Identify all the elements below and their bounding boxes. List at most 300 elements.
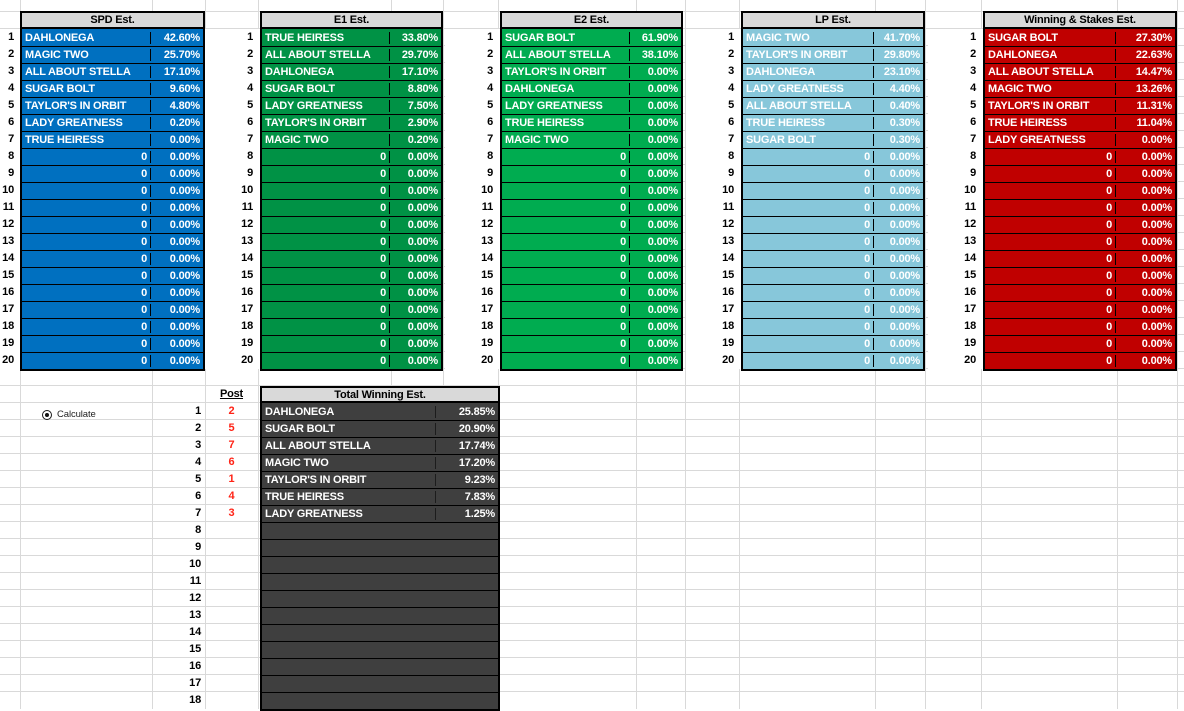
cell-percent[interactable]: 0.20%: [389, 134, 441, 146]
cell-horse-name[interactable]: 0: [1106, 202, 1112, 214]
cell-horse-name[interactable]: LADY GREATNESS: [505, 100, 603, 112]
cell-horse-name[interactable]: TRUE HEIRESS: [265, 491, 344, 503]
cell-percent[interactable]: 0.00%: [873, 219, 923, 231]
cell-horse-name[interactable]: 0: [620, 270, 626, 282]
cell-percent[interactable]: 11.04%: [1115, 117, 1175, 129]
post-number-cell[interactable]: 4: [228, 490, 235, 502]
cell-horse-name[interactable]: LADY GREATNESS: [265, 508, 363, 520]
cell-percent[interactable]: 0.00%: [873, 270, 923, 282]
cell-horse-name[interactable]: 0: [620, 185, 626, 197]
cell-percent[interactable]: 0.20%: [150, 117, 203, 129]
cell-percent[interactable]: 0.00%: [150, 168, 203, 180]
cell-percent[interactable]: 0.00%: [389, 236, 441, 248]
cell-percent[interactable]: 1.25%: [435, 508, 498, 520]
cell-percent[interactable]: 0.00%: [389, 253, 441, 265]
post-number-cell[interactable]: 2: [228, 405, 235, 417]
cell-horse-name[interactable]: 0: [620, 151, 626, 163]
row-index-cell[interactable]: 6: [728, 116, 734, 128]
cell-horse-name[interactable]: 0: [620, 355, 626, 367]
cell-horse-name[interactable]: TAYLOR'S IN ORBIT: [746, 49, 848, 61]
row-index-cell[interactable]: 14: [964, 252, 976, 264]
cell-percent[interactable]: 23.10%: [873, 66, 923, 78]
row-index-cell[interactable]: 9: [487, 167, 493, 179]
cell-percent[interactable]: 25.70%: [150, 49, 203, 61]
cell-percent[interactable]: 0.00%: [150, 304, 203, 316]
cell-horse-name[interactable]: 0: [380, 185, 386, 197]
cell-percent[interactable]: 0.00%: [1115, 338, 1175, 350]
row-index-cell[interactable]: 19: [964, 337, 976, 349]
row-index-cell[interactable]: 2: [247, 48, 253, 60]
row-index-cell[interactable]: 13: [189, 609, 201, 621]
cell-horse-name[interactable]: 0: [380, 219, 386, 231]
cell-horse-name[interactable]: 0: [864, 253, 870, 265]
cell-horse-name[interactable]: TRUE HEIRESS: [746, 117, 825, 129]
cell-percent[interactable]: 17.20%: [435, 457, 498, 469]
post-number-cell[interactable]: 5: [228, 422, 235, 434]
cell-horse-name[interactable]: 0: [864, 270, 870, 282]
cell-horse-name[interactable]: 0: [1106, 185, 1112, 197]
cell-percent[interactable]: 0.00%: [389, 202, 441, 214]
cell-horse-name[interactable]: SUGAR BOLT: [25, 83, 95, 95]
cell-horse-name[interactable]: ALL ABOUT STELLA: [988, 66, 1094, 78]
cell-horse-name[interactable]: LADY GREATNESS: [25, 117, 123, 129]
row-index-cell[interactable]: 14: [241, 252, 253, 264]
cell-horse-name[interactable]: 0: [380, 355, 386, 367]
cell-percent[interactable]: 0.00%: [629, 270, 681, 282]
row-index-cell[interactable]: 7: [8, 133, 14, 145]
row-index-cell[interactable]: 1: [8, 31, 14, 43]
cell-percent[interactable]: 0.00%: [873, 253, 923, 265]
cell-horse-name[interactable]: 0: [1106, 168, 1112, 180]
cell-percent[interactable]: 0.00%: [150, 202, 203, 214]
cell-percent[interactable]: 42.60%: [150, 32, 203, 44]
row-index-cell[interactable]: 2: [728, 48, 734, 60]
cell-percent[interactable]: 0.00%: [389, 185, 441, 197]
cell-percent[interactable]: 0.00%: [629, 185, 681, 197]
row-index-cell[interactable]: 20: [241, 354, 253, 366]
cell-percent[interactable]: 9.23%: [435, 474, 498, 486]
cell-horse-name[interactable]: MAGIC TWO: [265, 457, 329, 469]
row-index-cell[interactable]: 11: [481, 201, 493, 213]
row-index-cell[interactable]: 17: [189, 677, 201, 689]
cell-percent[interactable]: 17.74%: [435, 440, 498, 452]
row-index-cell[interactable]: 16: [481, 286, 493, 298]
row-index-cell[interactable]: 18: [2, 320, 14, 332]
calculate-control[interactable]: [42, 409, 96, 420]
row-index-cell[interactable]: 13: [964, 235, 976, 247]
row-index-cell[interactable]: 1: [487, 31, 493, 43]
row-index-cell[interactable]: 15: [722, 269, 734, 281]
row-index-cell[interactable]: 4: [728, 82, 734, 94]
row-index-cell[interactable]: 12: [481, 218, 493, 230]
total-winning-header-cell[interactable]: Total Winning Est.: [260, 386, 500, 403]
cell-percent[interactable]: 22.63%: [1115, 49, 1175, 61]
cell-percent[interactable]: 0.00%: [629, 304, 681, 316]
row-index-cell[interactable]: 11: [2, 201, 14, 213]
cell-horse-name[interactable]: 0: [620, 202, 626, 214]
cell-horse-name[interactable]: LADY GREATNESS: [988, 134, 1086, 146]
cell-percent[interactable]: 0.00%: [873, 304, 923, 316]
cell-horse-name[interactable]: 0: [380, 236, 386, 248]
cell-percent[interactable]: 0.00%: [873, 185, 923, 197]
cell-percent[interactable]: 27.30%: [1115, 32, 1175, 44]
cell-horse-name[interactable]: 0: [1106, 304, 1112, 316]
cell-horse-name[interactable]: MAGIC TWO: [746, 31, 810, 44]
row-index-cell[interactable]: 15: [189, 643, 201, 655]
cell-percent[interactable]: 0.00%: [150, 151, 203, 163]
cell-horse-name[interactable]: TAYLOR'S IN ORBIT: [265, 474, 367, 486]
cell-percent[interactable]: 13.26%: [1115, 83, 1175, 95]
cell-percent[interactable]: 25.85%: [435, 406, 498, 418]
row-index-cell[interactable]: 8: [970, 150, 976, 162]
row-index-cell[interactable]: 3: [970, 65, 976, 77]
cell-percent[interactable]: 41.70%: [873, 32, 923, 44]
cell-horse-name[interactable]: 0: [620, 287, 626, 299]
cell-horse-name[interactable]: 0: [1106, 270, 1112, 282]
cell-percent[interactable]: 0.00%: [629, 355, 681, 367]
cell-horse-name[interactable]: 0: [620, 321, 626, 333]
row-index-cell[interactable]: 3: [8, 65, 14, 77]
cell-percent[interactable]: 0.00%: [389, 355, 441, 367]
row-index-cell[interactable]: 17: [241, 303, 253, 315]
row-index-cell[interactable]: 20: [722, 354, 734, 366]
winning-stakes-header-cell[interactable]: Winning & Stakes Est.: [983, 11, 1177, 29]
cell-percent[interactable]: 0.00%: [629, 236, 681, 248]
row-index-cell[interactable]: 3: [728, 65, 734, 77]
cell-percent[interactable]: 4.80%: [150, 100, 203, 112]
cell-percent[interactable]: 11.31%: [1115, 100, 1175, 112]
cell-horse-name[interactable]: 0: [141, 202, 147, 214]
row-index-cell[interactable]: 12: [189, 592, 201, 604]
row-index-cell[interactable]: 16: [241, 286, 253, 298]
cell-horse-name[interactable]: TRUE HEIRESS: [988, 117, 1067, 129]
cell-percent[interactable]: 2.90%: [389, 117, 441, 129]
cell-horse-name[interactable]: SUGAR BOLT: [988, 31, 1058, 44]
cell-horse-name[interactable]: 0: [380, 321, 386, 333]
row-index-cell[interactable]: 9: [247, 167, 253, 179]
cell-horse-name[interactable]: 0: [1106, 219, 1112, 231]
cell-percent[interactable]: 0.00%: [1115, 270, 1175, 282]
cell-percent[interactable]: 38.10%: [629, 49, 681, 61]
cell-percent[interactable]: 9.60%: [150, 83, 203, 95]
cell-percent[interactable]: 0.00%: [873, 355, 923, 367]
row-index-cell[interactable]: 18: [189, 694, 201, 706]
cell-horse-name[interactable]: 0: [141, 219, 147, 231]
cell-percent[interactable]: 33.80%: [389, 32, 441, 44]
row-index-cell[interactable]: 10: [964, 184, 976, 196]
row-index-cell[interactable]: 20: [481, 354, 493, 366]
cell-horse-name[interactable]: LADY GREATNESS: [265, 100, 363, 112]
row-index-cell[interactable]: 14: [189, 626, 201, 638]
cell-percent[interactable]: 0.00%: [389, 219, 441, 231]
post-number-cell[interactable]: 6: [228, 456, 235, 468]
cell-percent[interactable]: 0.00%: [150, 287, 203, 299]
cell-horse-name[interactable]: 0: [620, 236, 626, 248]
cell-horse-name[interactable]: 0: [380, 338, 386, 350]
cell-percent[interactable]: 0.00%: [629, 134, 681, 146]
row-index-cell[interactable]: 16: [964, 286, 976, 298]
cell-percent[interactable]: 0.30%: [873, 117, 923, 129]
row-index-cell[interactable]: 3: [247, 65, 253, 77]
row-index-cell[interactable]: 19: [2, 337, 14, 349]
cell-horse-name[interactable]: 0: [380, 168, 386, 180]
cell-percent[interactable]: 61.90%: [629, 32, 681, 44]
cell-percent[interactable]: 0.00%: [389, 151, 441, 163]
cell-horse-name[interactable]: 0: [1106, 287, 1112, 299]
cell-horse-name[interactable]: 0: [380, 270, 386, 282]
cell-horse-name[interactable]: DAHLONEGA: [988, 49, 1058, 61]
row-index-cell[interactable]: 9: [195, 541, 201, 553]
row-index-cell[interactable]: 3: [195, 439, 201, 451]
cell-horse-name[interactable]: DAHLONEGA: [746, 66, 816, 78]
cell-percent[interactable]: 0.00%: [629, 151, 681, 163]
cell-horse-name[interactable]: 0: [1106, 236, 1112, 248]
row-index-cell[interactable]: 17: [2, 303, 14, 315]
row-index-cell[interactable]: 9: [970, 167, 976, 179]
row-index-cell[interactable]: 6: [487, 116, 493, 128]
cell-percent[interactable]: 0.00%: [1115, 304, 1175, 316]
row-index-cell[interactable]: 9: [8, 167, 14, 179]
row-index-cell[interactable]: 8: [728, 150, 734, 162]
row-index-cell[interactable]: 2: [195, 422, 201, 434]
row-index-cell[interactable]: 1: [195, 405, 201, 417]
row-index-cell[interactable]: 10: [241, 184, 253, 196]
row-index-cell[interactable]: 18: [481, 320, 493, 332]
row-index-cell[interactable]: 5: [195, 473, 201, 485]
row-index-cell[interactable]: 17: [481, 303, 493, 315]
row-index-cell[interactable]: 18: [241, 320, 253, 332]
row-index-cell[interactable]: 6: [8, 116, 14, 128]
row-index-cell[interactable]: 5: [8, 99, 14, 111]
row-index-cell[interactable]: 14: [2, 252, 14, 264]
cell-percent[interactable]: 0.00%: [629, 287, 681, 299]
row-index-cell[interactable]: 13: [241, 235, 253, 247]
cell-horse-name[interactable]: DAHLONEGA: [505, 83, 575, 95]
row-index-cell[interactable]: 7: [728, 133, 734, 145]
cell-percent[interactable]: 0.40%: [873, 100, 923, 112]
cell-horse-name[interactable]: SUGAR BOLT: [265, 83, 335, 95]
cell-horse-name[interactable]: 0: [864, 355, 870, 367]
row-index-cell[interactable]: 8: [195, 524, 201, 536]
row-index-cell[interactable]: 6: [247, 116, 253, 128]
cell-percent[interactable]: 0.00%: [1115, 355, 1175, 367]
row-index-cell[interactable]: 4: [247, 82, 253, 94]
row-index-cell[interactable]: 9: [728, 167, 734, 179]
row-index-cell[interactable]: 11: [241, 201, 253, 213]
cell-percent[interactable]: 7.83%: [435, 491, 498, 503]
cell-percent[interactable]: 0.00%: [1115, 219, 1175, 231]
cell-percent[interactable]: 0.00%: [873, 202, 923, 214]
row-index-cell[interactable]: 8: [487, 150, 493, 162]
row-index-cell[interactable]: 13: [2, 235, 14, 247]
row-index-cell[interactable]: 13: [722, 235, 734, 247]
e1-header-cell[interactable]: E1 Est.: [260, 11, 443, 29]
cell-percent[interactable]: 0.00%: [150, 219, 203, 231]
row-index-cell[interactable]: 7: [195, 507, 201, 519]
row-index-cell[interactable]: 19: [241, 337, 253, 349]
cell-percent[interactable]: 0.00%: [629, 66, 681, 78]
row-index-cell[interactable]: 4: [970, 82, 976, 94]
cell-horse-name[interactable]: SUGAR BOLT: [505, 31, 575, 44]
cell-horse-name[interactable]: 0: [141, 168, 147, 180]
row-index-cell[interactable]: 18: [964, 320, 976, 332]
cell-horse-name[interactable]: 0: [864, 321, 870, 333]
cell-percent[interactable]: 0.00%: [629, 321, 681, 333]
row-index-cell[interactable]: 20: [964, 354, 976, 366]
row-index-cell[interactable]: 4: [195, 456, 201, 468]
cell-percent[interactable]: 0.00%: [150, 185, 203, 197]
cell-horse-name[interactable]: 0: [380, 151, 386, 163]
cell-horse-name[interactable]: TAYLOR'S IN ORBIT: [265, 117, 367, 129]
cell-percent[interactable]: 0.00%: [873, 321, 923, 333]
cell-horse-name[interactable]: 0: [864, 287, 870, 299]
cell-horse-name[interactable]: 0: [141, 321, 147, 333]
row-index-cell[interactable]: 5: [487, 99, 493, 111]
cell-percent[interactable]: 0.00%: [629, 338, 681, 350]
cell-percent[interactable]: 0.00%: [389, 321, 441, 333]
cell-horse-name[interactable]: MAGIC TWO: [505, 134, 569, 146]
row-index-cell[interactable]: 5: [728, 99, 734, 111]
row-index-cell[interactable]: 10: [722, 184, 734, 196]
cell-horse-name[interactable]: ALL ABOUT STELLA: [265, 49, 371, 61]
row-index-cell[interactable]: 13: [481, 235, 493, 247]
cell-horse-name[interactable]: 0: [141, 355, 147, 367]
cell-percent[interactable]: 0.00%: [1115, 134, 1175, 146]
row-index-cell[interactable]: 16: [189, 660, 201, 672]
cell-horse-name[interactable]: 0: [620, 253, 626, 265]
cell-percent[interactable]: 0.00%: [873, 151, 923, 163]
row-index-cell[interactable]: 11: [722, 201, 734, 213]
cell-percent[interactable]: 0.00%: [389, 168, 441, 180]
cell-percent[interactable]: 17.10%: [150, 66, 203, 78]
cell-percent[interactable]: 0.00%: [1115, 253, 1175, 265]
lp-header-cell[interactable]: LP Est.: [741, 11, 925, 29]
cell-horse-name[interactable]: TRUE HEIRESS: [25, 134, 104, 146]
cell-horse-name[interactable]: 0: [141, 338, 147, 350]
cell-horse-name[interactable]: DAHLONEGA: [265, 405, 335, 418]
cell-horse-name[interactable]: MAGIC TWO: [265, 134, 329, 146]
cell-horse-name[interactable]: 0: [141, 236, 147, 248]
cell-horse-name[interactable]: TAYLOR'S IN ORBIT: [505, 66, 607, 78]
cell-horse-name[interactable]: 0: [864, 219, 870, 231]
row-index-cell[interactable]: 7: [247, 133, 253, 145]
cell-percent[interactable]: 0.00%: [1115, 321, 1175, 333]
post-column-header[interactable]: Post: [219, 388, 244, 400]
cell-percent[interactable]: 0.00%: [389, 287, 441, 299]
post-number-cell[interactable]: 3: [228, 507, 235, 519]
cell-horse-name[interactable]: 0: [620, 168, 626, 180]
row-index-cell[interactable]: 20: [2, 354, 14, 366]
row-index-cell[interactable]: 12: [2, 218, 14, 230]
cell-percent[interactable]: 0.00%: [1115, 236, 1175, 248]
e2-header-cell[interactable]: E2 Est.: [500, 11, 683, 29]
cell-percent[interactable]: 0.00%: [873, 168, 923, 180]
cell-horse-name[interactable]: 0: [141, 270, 147, 282]
cell-percent[interactable]: 0.00%: [150, 355, 203, 367]
row-index-cell[interactable]: 15: [241, 269, 253, 281]
row-index-cell[interactable]: 6: [195, 490, 201, 502]
cell-horse-name[interactable]: DAHLONEGA: [265, 66, 335, 78]
cell-horse-name[interactable]: TAYLOR'S IN ORBIT: [988, 100, 1090, 112]
cell-horse-name[interactable]: SUGAR BOLT: [265, 423, 335, 435]
cell-horse-name[interactable]: 0: [620, 338, 626, 350]
cell-percent[interactable]: 29.80%: [873, 49, 923, 61]
cell-horse-name[interactable]: SUGAR BOLT: [746, 134, 816, 146]
cell-horse-name[interactable]: 0: [620, 304, 626, 316]
cell-horse-name[interactable]: 0: [1106, 253, 1112, 265]
cell-percent[interactable]: 0.00%: [150, 270, 203, 282]
cell-horse-name[interactable]: 0: [864, 202, 870, 214]
cell-percent[interactable]: 0.00%: [150, 236, 203, 248]
cell-percent[interactable]: 0.00%: [629, 202, 681, 214]
cell-horse-name[interactable]: 0: [380, 287, 386, 299]
cell-percent[interactable]: 20.90%: [435, 423, 498, 435]
cell-horse-name[interactable]: 0: [141, 185, 147, 197]
row-index-cell[interactable]: 17: [964, 303, 976, 315]
row-index-cell[interactable]: 4: [487, 82, 493, 94]
row-index-cell[interactable]: 10: [189, 558, 201, 570]
cell-horse-name[interactable]: 0: [864, 304, 870, 316]
row-index-cell[interactable]: 11: [189, 575, 201, 587]
cell-horse-name[interactable]: 0: [864, 236, 870, 248]
row-index-cell[interactable]: 4: [8, 82, 14, 94]
cell-percent[interactable]: 14.47%: [1115, 66, 1175, 78]
cell-percent[interactable]: 0.00%: [873, 338, 923, 350]
cell-horse-name[interactable]: 0: [620, 219, 626, 231]
row-index-cell[interactable]: 12: [964, 218, 976, 230]
row-index-cell[interactable]: 17: [722, 303, 734, 315]
cell-horse-name[interactable]: 0: [141, 287, 147, 299]
cell-percent[interactable]: 0.00%: [1115, 202, 1175, 214]
post-number-cell[interactable]: 1: [228, 473, 235, 485]
cell-horse-name[interactable]: 0: [1106, 338, 1112, 350]
row-index-cell[interactable]: 12: [241, 218, 253, 230]
cell-horse-name[interactable]: 0: [380, 253, 386, 265]
cell-percent[interactable]: 0.30%: [873, 134, 923, 146]
cell-horse-name[interactable]: 0: [1106, 151, 1112, 163]
row-index-cell[interactable]: 16: [722, 286, 734, 298]
row-index-cell[interactable]: 1: [728, 31, 734, 43]
cell-percent[interactable]: 0.00%: [873, 287, 923, 299]
row-index-cell[interactable]: 12: [722, 218, 734, 230]
row-index-cell[interactable]: 8: [8, 150, 14, 162]
row-index-cell[interactable]: 8: [247, 150, 253, 162]
cell-horse-name[interactable]: MAGIC TWO: [25, 49, 89, 61]
row-index-cell[interactable]: 2: [487, 48, 493, 60]
cell-percent[interactable]: 4.40%: [873, 83, 923, 95]
row-index-cell[interactable]: 15: [964, 269, 976, 281]
cell-percent[interactable]: 0.00%: [389, 304, 441, 316]
row-index-cell[interactable]: 14: [481, 252, 493, 264]
cell-horse-name[interactable]: 0: [864, 338, 870, 350]
row-index-cell[interactable]: 2: [8, 48, 14, 60]
row-index-cell[interactable]: 7: [487, 133, 493, 145]
cell-percent[interactable]: 0.00%: [629, 168, 681, 180]
row-index-cell[interactable]: 18: [722, 320, 734, 332]
row-index-cell[interactable]: 19: [481, 337, 493, 349]
cell-horse-name[interactable]: 0: [380, 202, 386, 214]
cell-percent[interactable]: 17.10%: [389, 66, 441, 78]
row-index-cell[interactable]: 5: [247, 99, 253, 111]
cell-horse-name[interactable]: ALL ABOUT STELLA: [265, 440, 371, 452]
cell-horse-name[interactable]: TAYLOR'S IN ORBIT: [25, 100, 127, 112]
cell-horse-name[interactable]: MAGIC TWO: [988, 83, 1052, 95]
row-index-cell[interactable]: 14: [722, 252, 734, 264]
spd-header-cell[interactable]: SPD Est.: [20, 11, 205, 29]
radio-button-icon[interactable]: [42, 410, 52, 420]
cell-percent[interactable]: 8.80%: [389, 83, 441, 95]
cell-percent[interactable]: 0.00%: [1115, 168, 1175, 180]
